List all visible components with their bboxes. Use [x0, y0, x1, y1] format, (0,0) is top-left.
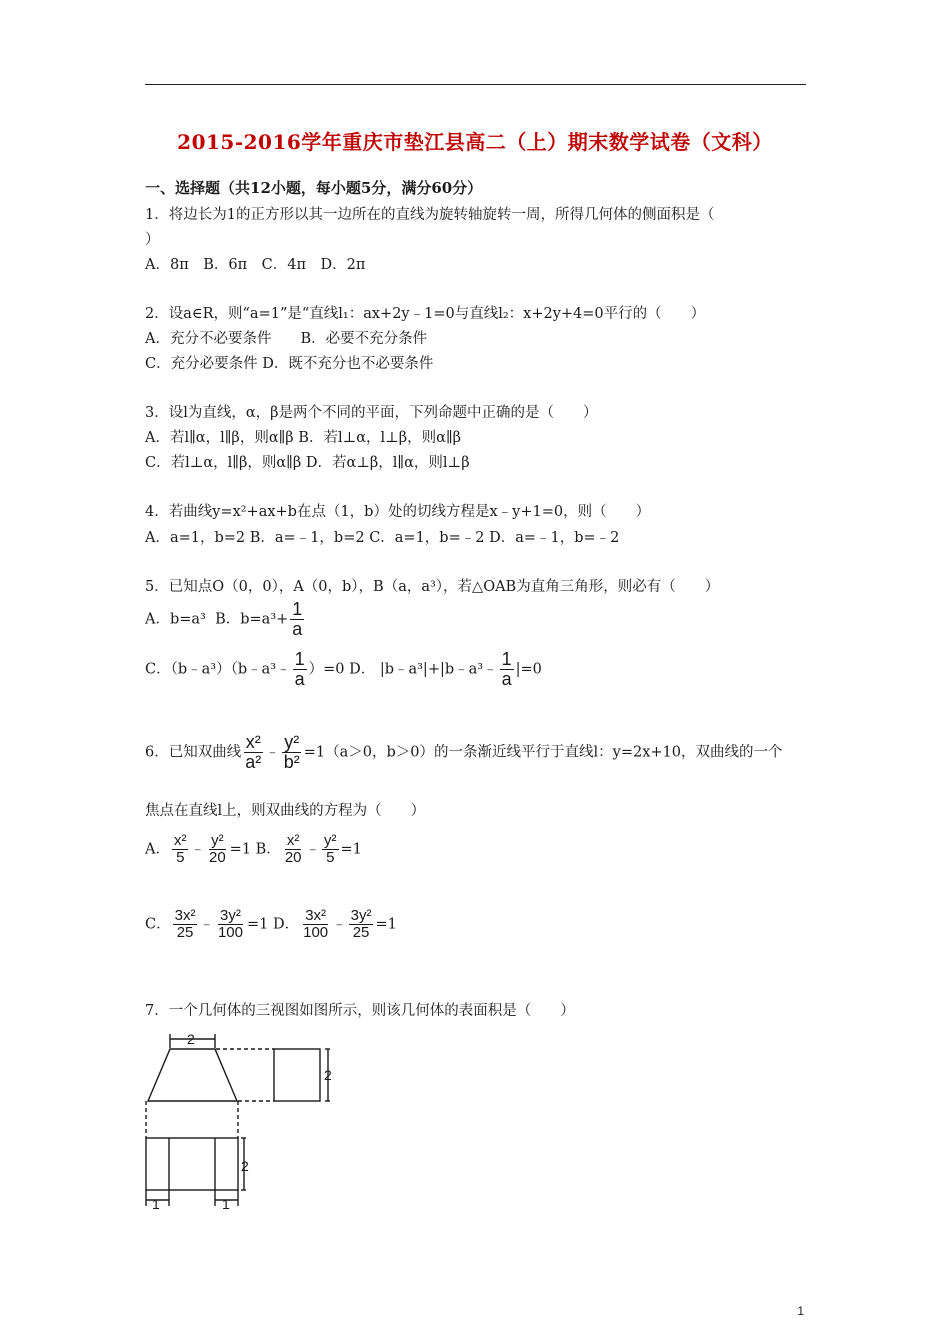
fraction: $\frac{\text{3x²}}{100}$	[303, 907, 329, 941]
q4-options: A．a=1，b=2 B．a=﹣1，b=2 C．a=1，b=﹣2 D．a=﹣1，b=﹣2	[145, 530, 620, 546]
fraction: $\frac{1}{a}$	[292, 599, 303, 639]
q5-options-ab	[145, 600, 306, 639]
q6-options-cd: C． $\frac{\text{3x²}}{25}$ ﹣ $\frac{\text{3y²}}{100}$ =1 D． $\frac{\text{3x²}}{100}$ ﹣ $\frac{\text{3y²}}{25}$ =1	[145, 907, 397, 941]
fraction: $\frac{\text{y²}}{\text{b²}}$	[283, 732, 300, 772]
q3-options-cd: C．若l⊥α，l∥β，则α∥β D．若α⊥β，l∥α，则l⊥β	[145, 455, 470, 471]
q2-stem: 2．设a∈R，则“a=1”是“直线l₁：ax+2y﹣1=0与直线l₂：x+2y+4=0平行的（ ）	[145, 306, 706, 322]
page-number: 1	[797, 1304, 804, 1318]
q1-stem-end: ）	[145, 232, 160, 248]
q6-stem: 6．已知双曲线 $\frac{\text{x²}}{\text{a²}}$ ﹣ $\frac{\text{y²}}{\text{b²}}$ =1（a＞0，b＞0）的一条渐近线平行于直线l：y=2x+10，双曲线的一个	[145, 732, 783, 772]
dim-left-bottom-label: 1	[152, 1196, 160, 1212]
fraction: $\frac{\text{x²}}{\text{a²}}$	[245, 732, 262, 772]
fraction: $\frac{1}{a}$	[294, 649, 305, 689]
front-view-trapezoid	[148, 1049, 237, 1101]
q1-options: A．8π B．6π C．4π D．2π	[145, 257, 366, 273]
q4-stem: 4．若曲线y=x²+ax+b在点（1，b）处的切线方程是x﹣y+1=0，则（ ）	[145, 504, 651, 520]
page-title: 2015-2016学年重庆市垫江县高二（上）期末数学试卷（文科）	[177, 130, 773, 154]
header-rule	[145, 84, 806, 85]
q7-stem: 7．一个几何体的三视图如图所示，则该几何体的表面积是（ ）	[145, 1003, 575, 1019]
q3-options-ab: A．若l∥α，l∥β，则α∥β B．若l⊥α，l⊥β，则α∥β	[145, 430, 462, 446]
fraction: $\frac{\text{x²}}{20}$	[284, 832, 302, 866]
q5-option-c: C．（b﹣a³）（b﹣a³﹣	[145, 661, 291, 678]
q2-options-ab: A．充分不必要条件 B．必要不充分条件	[145, 331, 428, 347]
dim-right-bottom-label: 1	[222, 1196, 230, 1212]
section-heading: 一、选择题（共12小题，每小题5分，满分60分）	[145, 179, 483, 197]
fraction: $\frac{\text{y²}}{20}$	[208, 832, 226, 866]
top-view-rect	[146, 1138, 238, 1190]
q5-option-d: |b﹣a³|+|b﹣a³﹣	[379, 661, 498, 678]
q6-stem-line2: 焦点在直线l上，则双曲线的方程为（ ）	[145, 803, 426, 819]
q1-stem: 1．将边长为1的正方形以其一边所在的直线为旋转轴旋转一周，所得几何体的侧面积是（	[145, 207, 715, 223]
fraction: $\frac{\text{3y²}}{100}$	[217, 907, 243, 941]
fraction: $\frac{\text{3y²}}{25}$	[350, 907, 372, 941]
q5-option-a: A．b=a³	[145, 611, 206, 628]
fraction: $\frac{\text{3x²}}{25}$	[174, 907, 196, 941]
dim-front-label: 2	[241, 1158, 249, 1174]
side-view-square	[274, 1049, 320, 1101]
three-view-figure	[138, 1028, 368, 1218]
q6-options-ab: A． $\frac{\text{x²}}{5}$ ﹣ $\frac{\text{y²}}{20}$ =1 B． $\frac{\text{x²}}{20}$ ﹣ $\frac{\text{y²}}{5}$ =1	[145, 832, 362, 866]
q5-options-cd: C．（b﹣a³）（b﹣a³﹣ $\frac{1}{a}$ ）=0 D． |b﹣a³|+|b﹣a³﹣ $\frac{1}{a}$ |=0	[145, 649, 542, 689]
dim-top-label: 2	[187, 1031, 195, 1047]
dim-side-label: 2	[324, 1067, 332, 1083]
fraction: $\frac{1}{a}$	[501, 649, 512, 689]
q2-options-cd: C．充分必要条件 D．既不充分也不必要条件	[145, 356, 434, 372]
q5-stem: 5．已知点O（0，0），A（0，b），B（a，a³），若△OAB为直角三角形，则必有（ ）	[145, 579, 720, 595]
fraction: $\frac{\text{y²}}{5}$	[324, 832, 337, 866]
q3-stem: 3．设l为直线，α，β是两个不同的平面，下列命题中正确的是（ ）	[145, 405, 598, 421]
q5-option-b: B．b=a³+	[215, 611, 289, 628]
fraction: $\frac{\text{x²}}{5}$	[173, 832, 187, 866]
